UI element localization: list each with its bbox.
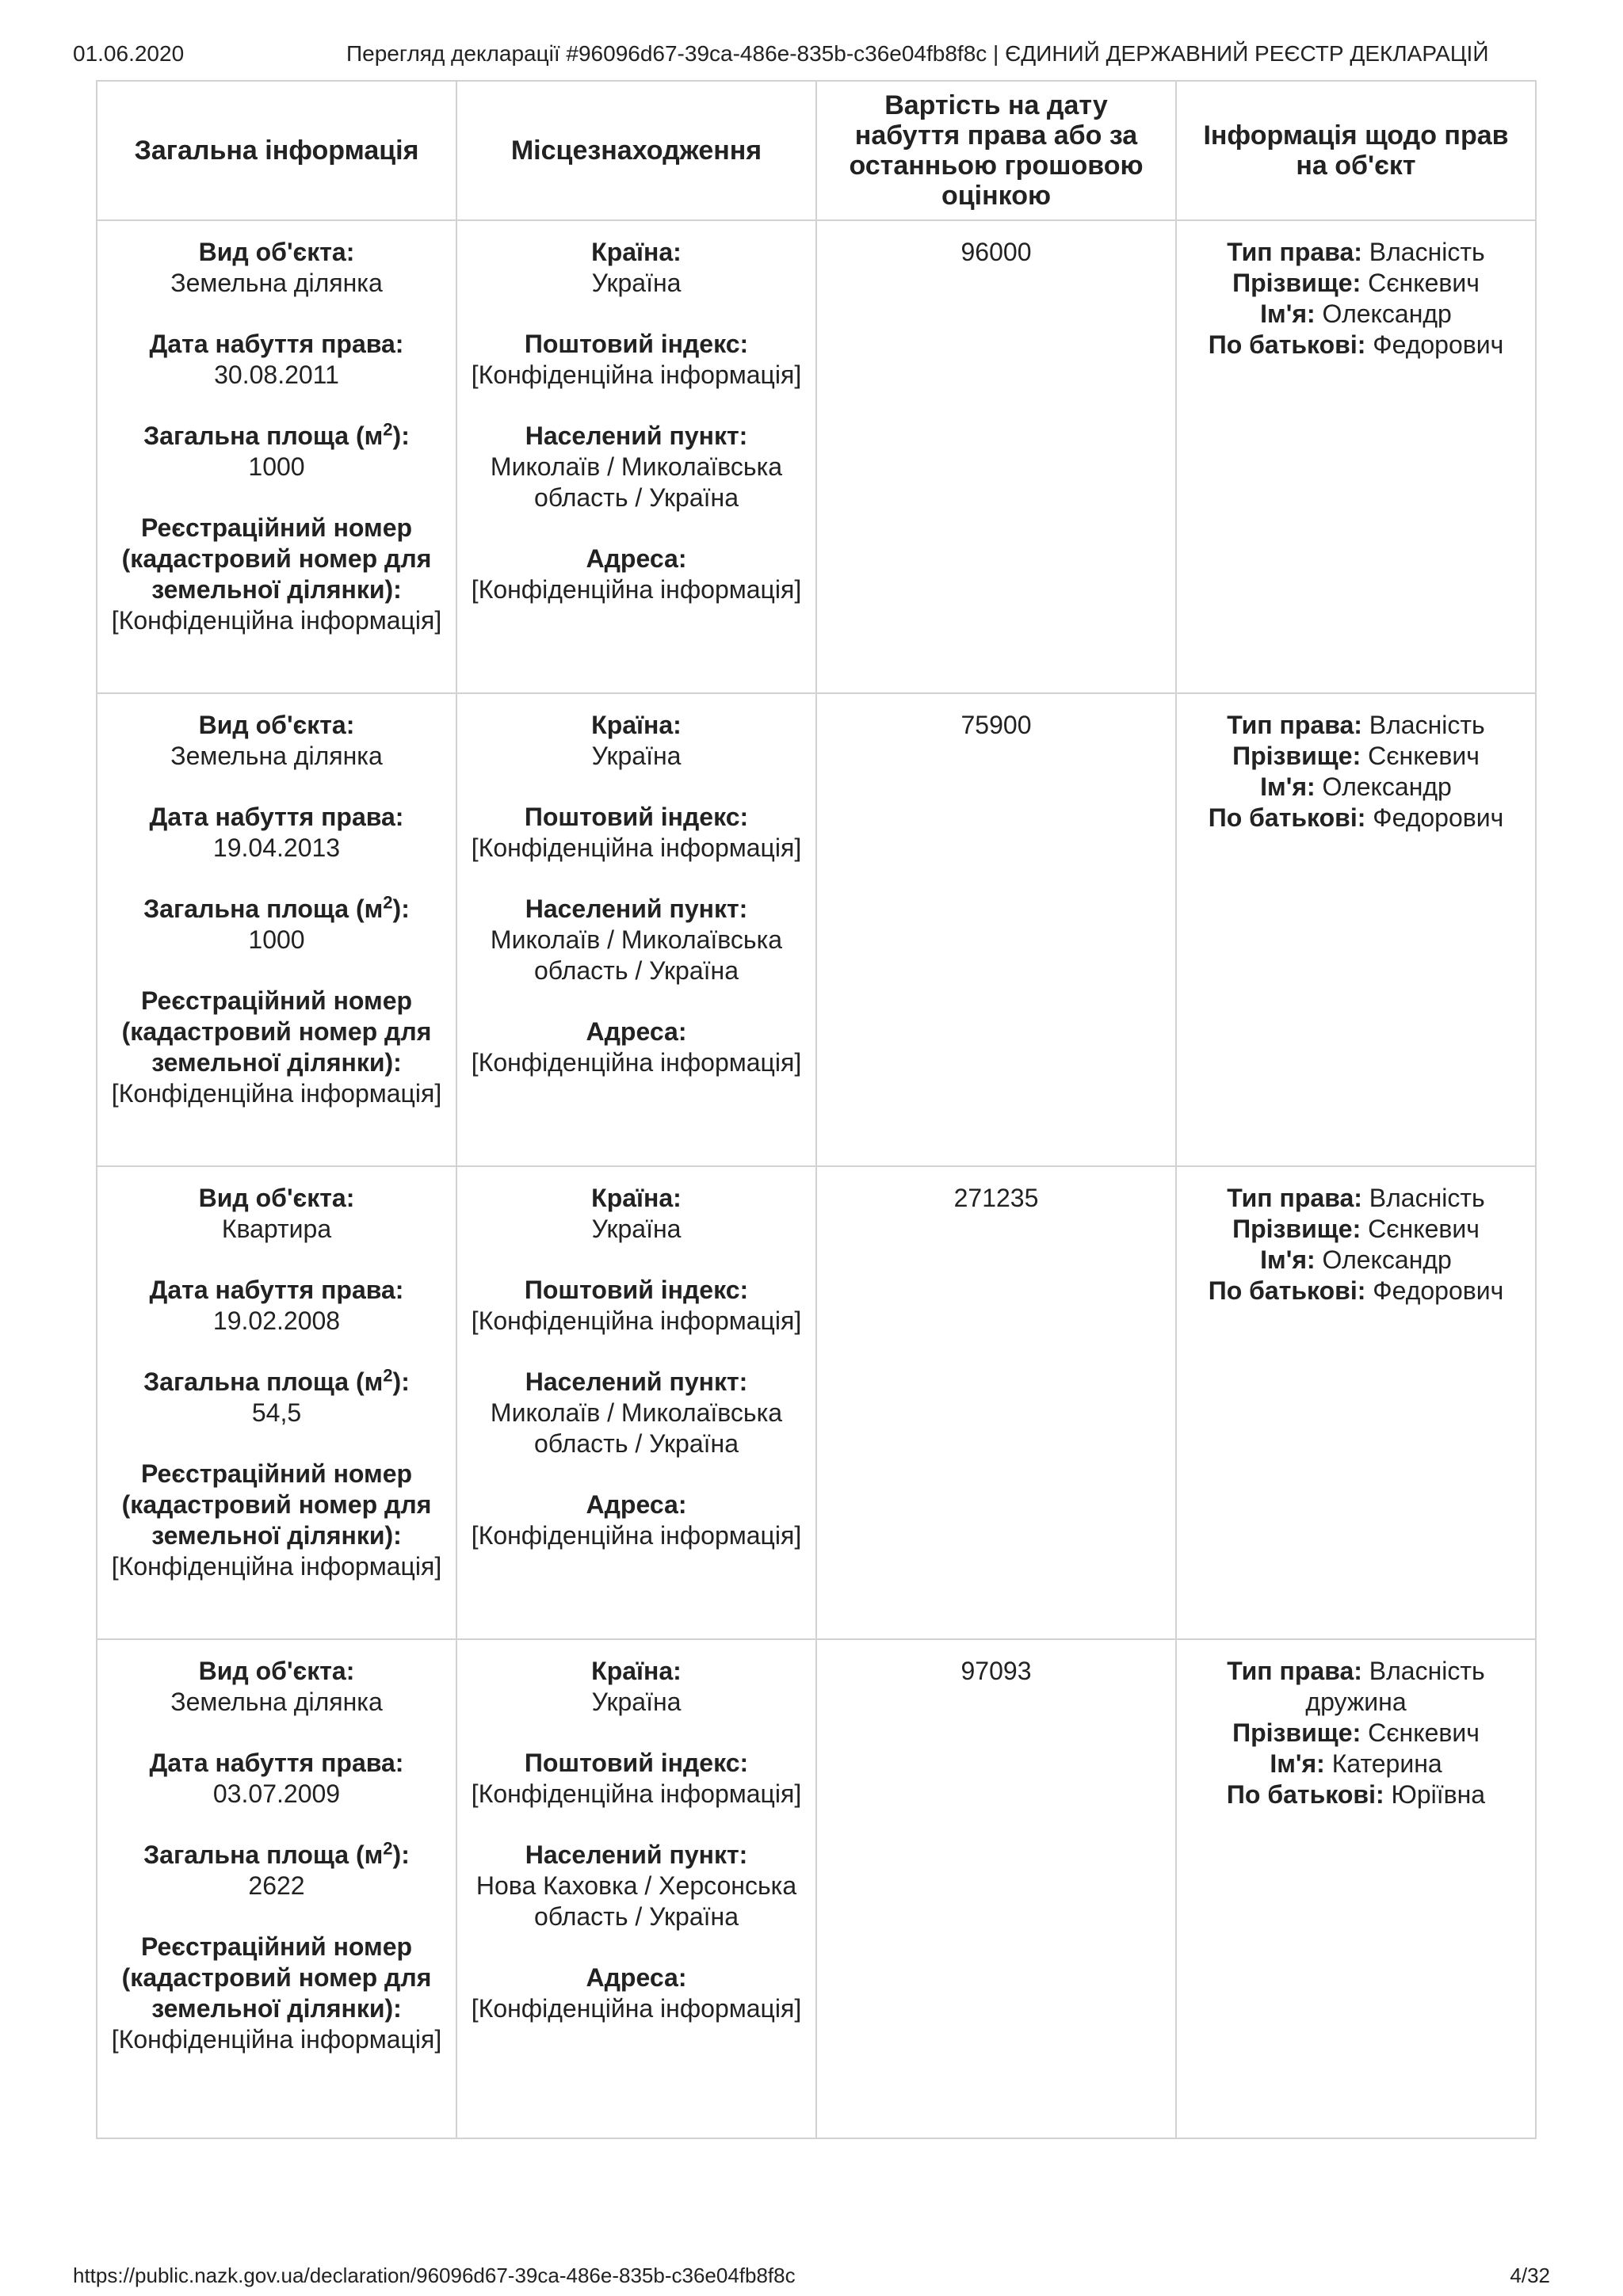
right-type-value: Власність (1369, 238, 1485, 266)
rights-info-cell (1176, 693, 1536, 1166)
object-type-label: Вид об'єкта: (198, 711, 355, 739)
settlement-label: Населений пункт: (525, 1367, 748, 1396)
patronymic-label: По батькові: (1208, 803, 1366, 832)
area-label-suffix: ): (392, 894, 410, 923)
value-amount: 97093 (960, 1657, 1032, 1685)
country-field (468, 710, 804, 772)
acquisition-date-value: 30.08.2011 (214, 360, 339, 389)
postal-code-value: [Конфіденційна інформація] (471, 360, 802, 389)
name-label: Ім'я: (1270, 1749, 1325, 1778)
reg-number-label: Реєстраційний номер (кадастровий номер для земельної ділянки): (121, 513, 432, 604)
area-field (109, 894, 445, 955)
right-type-value: Власність (1369, 711, 1485, 739)
area-field (109, 1840, 445, 1901)
real-estate-table-container (96, 80, 1535, 2139)
area-label-suffix: ): (392, 1367, 410, 1396)
surname-label: Прізвище: (1232, 1215, 1361, 1243)
address-field (468, 1962, 804, 2024)
address-value: [Конфіденційна інформація] (471, 575, 802, 604)
reg-number-label: Реєстраційний номер (кадастровий номер для земельної ділянки): (121, 1459, 432, 1550)
address-value: [Конфіденційна інформація] (471, 1994, 802, 2023)
acquisition-date-label: Дата набуття права: (149, 330, 404, 358)
area-field (109, 1367, 445, 1428)
surname-value: Сєнкевич (1368, 742, 1480, 770)
country-label: Країна: (591, 1657, 682, 1685)
reg-number-value: [Конфіденційна інформація] (111, 2025, 442, 2054)
reg-number-value: [Конфіденційна інформація] (111, 1552, 442, 1581)
location-cell (456, 1166, 816, 1639)
object-type-field (109, 1656, 445, 1718)
object-type-label: Вид об'єкта: (198, 238, 355, 266)
right-type-label: Тип права: (1227, 1184, 1362, 1212)
area-label-text: Загальна площа (м (143, 421, 384, 450)
patronymic-label: По батькові: (1208, 1276, 1366, 1305)
surname-line (1188, 1214, 1524, 1245)
area-label-sup: 2 (383, 1365, 393, 1386)
table-row (97, 1166, 1536, 1639)
table-row (97, 1639, 1536, 2138)
area-label-suffix: ): (392, 1840, 410, 1869)
postal-code-value: [Конфіденційна інформація] (471, 833, 802, 862)
settlement-value: Нова Каховка / Херсонська область / Україна (475, 1871, 797, 1931)
patronymic-value: Федорович (1373, 1276, 1504, 1305)
surname-value: Сєнкевич (1368, 1718, 1480, 1747)
object-type-value: Земельна ділянка (170, 1688, 383, 1716)
print-header (73, 38, 1550, 70)
rights-info-cell (1176, 1639, 1536, 2138)
address-value: [Конфіденційна інформація] (471, 1521, 802, 1550)
postal-code-label: Поштовий індекс: (524, 1276, 749, 1304)
name-value: Олександр (1322, 299, 1452, 328)
area-label (109, 1840, 445, 1871)
patronymic-value: Федорович (1373, 803, 1504, 832)
acquisition-date-field (109, 1275, 445, 1337)
address-field (468, 1489, 804, 1551)
postal-code-field (468, 802, 804, 864)
location-cell (456, 220, 816, 693)
acquisition-date-value: 19.04.2013 (212, 833, 341, 862)
object-type-label: Вид об'єкта: (198, 1184, 355, 1212)
settlement-value: Миколаїв / Миколаївська область / Україна (490, 1398, 783, 1458)
right-type-value: Власність дружина (1305, 1657, 1485, 1716)
address-label: Адреса: (586, 1017, 687, 1046)
print-page-title: Перегляд декларації #96096d67-39ca-486e-835b-c36e04fb8f8c | ЄДИНИЙ ДЕРЖАВНИЙ РЕЄСТР ДЕКЛАРАЦІЙ (346, 41, 1489, 66)
column-header-location: Місцезнаходження (456, 81, 816, 220)
rights-info-cell (1176, 220, 1536, 693)
table-header-row (97, 81, 1536, 220)
surname-value: Сєнкевич (1368, 269, 1480, 297)
location-cell (456, 693, 816, 1166)
postal-code-field (468, 1748, 804, 1810)
real-estate-table (96, 80, 1537, 2139)
country-value: Україна (591, 742, 682, 770)
value-amount: 75900 (960, 711, 1032, 739)
area-label-sup: 2 (383, 1838, 393, 1859)
country-field (468, 1656, 804, 1718)
postal-code-field (468, 329, 804, 391)
name-label: Ім'я: (1260, 299, 1316, 328)
print-footer (73, 2260, 1550, 2291)
object-type-value: Квартира (221, 1215, 332, 1243)
postal-code-label: Поштовий індекс: (524, 1749, 749, 1777)
patronymic-line (1188, 803, 1524, 833)
page-url: https://public.nazk.gov.ua/declaration/96096d67-39ca-486e-835b-c36e04fb8f8c (73, 2264, 796, 2287)
name-label: Ім'я: (1260, 772, 1316, 801)
surname-line (1188, 268, 1524, 299)
postal-code-label: Поштовий індекс: (524, 803, 749, 831)
area-label-sup: 2 (383, 419, 393, 440)
reg-number-field (109, 986, 445, 1109)
surname-label: Прізвище: (1232, 269, 1361, 297)
right-type-line (1188, 1183, 1524, 1214)
right-type-line (1188, 1656, 1524, 1718)
settlement-field (468, 894, 804, 986)
settlement-label: Населений пункт: (525, 421, 748, 450)
settlement-label: Населений пункт: (525, 894, 748, 923)
right-type-value: Власність (1369, 1184, 1485, 1212)
page-number: 4/32 (1510, 2264, 1550, 2287)
area-value: 1000 (248, 452, 305, 481)
acquisition-date-value: 19.02.2008 (212, 1306, 341, 1335)
reg-number-field (109, 513, 445, 636)
acquisition-date-label: Дата набуття права: (149, 1749, 404, 1777)
country-field (468, 1183, 804, 1245)
address-label: Адреса: (586, 1963, 687, 1992)
reg-number-field (109, 1459, 445, 1582)
object-type-field (109, 1183, 445, 1245)
area-label-text: Загальна площа (м (143, 1367, 384, 1396)
general-info-cell (97, 220, 456, 693)
country-value: Україна (591, 269, 682, 297)
right-type-label: Тип права: (1227, 238, 1362, 266)
reg-number-field (109, 1932, 445, 2055)
table-row (97, 693, 1536, 1166)
name-label: Ім'я: (1260, 1245, 1316, 1274)
address-label: Адреса: (586, 544, 687, 573)
area-value: 1000 (248, 925, 305, 954)
name-value: Олександр (1322, 772, 1452, 801)
table-header (97, 81, 1536, 220)
area-label (109, 1367, 445, 1398)
name-line (1188, 1245, 1524, 1276)
country-label: Країна: (591, 711, 682, 739)
object-type-label: Вид об'єкта: (198, 1657, 355, 1685)
surname-label: Прізвище: (1232, 742, 1361, 770)
rights-info-cell (1176, 1166, 1536, 1639)
country-field (468, 237, 804, 299)
location-cell (456, 1639, 816, 2138)
general-info-cell (97, 693, 456, 1166)
acquisition-date-value: 03.07.2009 (212, 1779, 341, 1808)
print-date: 01.06.2020 (73, 41, 185, 66)
address-field (468, 1016, 804, 1078)
object-type-value: Земельна ділянка (170, 269, 383, 297)
patronymic-line (1188, 330, 1524, 360)
area-label-sup: 2 (383, 892, 393, 913)
area-field (109, 421, 445, 482)
area-label-text: Загальна площа (м (143, 894, 384, 923)
column-header-value: Вартість на дату набуття права або за останньою грошовою оцінкою (816, 81, 1176, 220)
reg-number-label: Реєстраційний номер (кадастровий номер для земельної ділянки): (121, 1932, 432, 2023)
right-type-line (1188, 237, 1524, 268)
value-cell (816, 220, 1176, 693)
patronymic-value: Федорович (1373, 330, 1504, 359)
name-line (1188, 299, 1524, 330)
postal-code-value: [Конфіденційна інформація] (471, 1306, 802, 1335)
value-amount: 96000 (960, 238, 1032, 266)
area-label (109, 894, 445, 925)
area-label-text: Загальна площа (м (143, 1840, 384, 1869)
patronymic-line (1188, 1276, 1524, 1306)
surname-line (1188, 741, 1524, 772)
acquisition-date-field (109, 802, 445, 864)
country-value: Україна (591, 1215, 682, 1243)
reg-number-label: Реєстраційний номер (кадастровий номер для земельної ділянки): (121, 986, 432, 1077)
patronymic-line (1188, 1779, 1524, 1810)
object-type-value: Земельна ділянка (170, 742, 383, 770)
column-header-general-info: Загальна інформація (97, 81, 456, 220)
surname-line (1188, 1718, 1524, 1749)
area-label-suffix: ): (392, 421, 410, 450)
value-cell (816, 1166, 1176, 1639)
acquisition-date-label: Дата набуття права: (149, 803, 404, 831)
patronymic-label: По батькові: (1226, 1780, 1384, 1809)
patronymic-label: По батькові: (1208, 330, 1366, 359)
country-label: Країна: (591, 1184, 682, 1212)
name-line (1188, 772, 1524, 803)
address-field (468, 543, 804, 605)
right-type-label: Тип права: (1227, 711, 1362, 739)
surname-label: Прізвище: (1232, 1718, 1361, 1747)
settlement-field (468, 1367, 804, 1459)
name-line (1188, 1749, 1524, 1779)
settlement-value: Миколаїв / Миколаївська область / Україна (490, 452, 783, 512)
column-header-rights-info: Інформація щодо прав на об'єкт (1176, 81, 1536, 220)
address-value: [Конфіденційна інформація] (471, 1048, 802, 1077)
object-type-field (109, 710, 445, 772)
name-value: Олександр (1322, 1245, 1452, 1274)
settlement-value: Миколаїв / Миколаївська область / Україна (490, 925, 783, 985)
country-value: Україна (591, 1688, 682, 1716)
patronymic-value: Юріївна (1391, 1780, 1486, 1809)
area-label (109, 421, 445, 452)
value-amount: 271235 (953, 1184, 1039, 1212)
country-label: Країна: (591, 238, 682, 266)
address-label: Адреса: (586, 1490, 687, 1519)
right-type-line (1188, 710, 1524, 741)
right-type-label: Тип права: (1227, 1657, 1362, 1685)
settlement-label: Населений пункт: (525, 1840, 748, 1869)
value-cell (816, 1639, 1176, 2138)
settlement-field (468, 421, 804, 513)
reg-number-value: [Конфіденційна інформація] (111, 1079, 442, 1108)
name-value: Катерина (1331, 1749, 1442, 1778)
settlement-field (468, 1840, 804, 1932)
surname-value: Сєнкевич (1368, 1215, 1480, 1243)
area-value: 2622 (248, 1871, 305, 1900)
general-info-cell (97, 1166, 456, 1639)
general-info-cell (97, 1639, 456, 2138)
postal-code-label: Поштовий індекс: (524, 330, 749, 358)
object-type-field (109, 237, 445, 299)
table-row (97, 220, 1536, 693)
acquisition-date-field (109, 1748, 445, 1810)
postal-code-value: [Конфіденційна інформація] (471, 1779, 802, 1808)
value-cell (816, 693, 1176, 1166)
acquisition-date-label: Дата набуття права: (149, 1276, 404, 1304)
acquisition-date-field (109, 329, 445, 391)
postal-code-field (468, 1275, 804, 1337)
area-value: 54,5 (251, 1398, 302, 1427)
reg-number-value: [Конфіденційна інформація] (111, 606, 442, 635)
